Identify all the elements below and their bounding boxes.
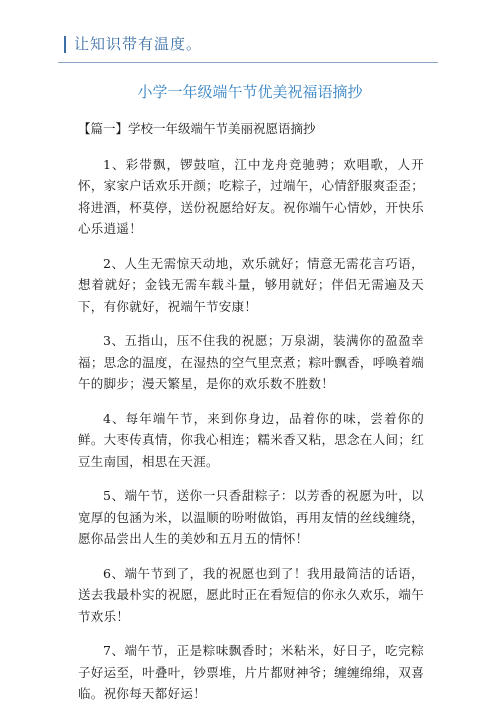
header-slogan: 让知识带有温度。 (74, 35, 203, 53)
document-title: 小学一年级端午节优美祝福语摘抄 (137, 83, 363, 101)
header-divider (58, 62, 438, 63)
paragraph-3: 3、五指山，压不住我的祝愿；万泉湖，装满你的盈盈幸福；思念的温度，在湿热的空气里烹煮；粽叶飘香，呼唤着端午的脚步；漫天繁星，是你的欢乐数不胜数！ (78, 333, 424, 391)
paragraph-7: 7、端午节，正是粽味飘香时；米粘米，好日子，吃完粽子好运至，叶叠叶，钞票堆，片片都财神爷；缠缠绵绵，双喜临。祝你每天都好运！ (78, 643, 424, 701)
header-accent-bar (64, 36, 66, 53)
page-header (58, 34, 438, 60)
paragraph-2: 2、人生无需惊天动地，欢乐就好；情意无需花言巧语，想着就好；金钱无需车载斗量，够用就好；伴侣无需遍及天下，有你就好，祝端午节安康！ (78, 255, 424, 314)
paragraph-4: 4、每年端午节，来到你身边，品着你的味，尝着你的鲜。大枣传真情，你我心相连；糯米香又粘，思念在人间；红豆生南国，相思在天涯。 (78, 410, 424, 469)
paragraph-5: 5、端午节，送你一只香甜粽子：以芳香的祝愿为叶，以宽厚的包涵为米，以温顺的吩咐做馅，再用友情的丝线缠绕，愿你品尝出人生的美妙和五月五的情怀！ (78, 488, 424, 546)
section-heading: 【篇一】学校一年级端午节美丽祝愿语摘抄 (78, 121, 316, 136)
document-body (78, 118, 424, 718)
paragraph-1: 1、彩带飘，锣鼓喧，江中龙舟竞驰骋；欢唱歌，人开怀，家家户话欢乐开颜；吃粽子，过端午，心情舒服爽歪歪；将进酒，杯莫停，送份祝愿给好友。祝你端午心情妙，开快乐心乐逍遥！ (78, 156, 424, 236)
paragraph-6: 6、端午节到了，我的祝愿也到了！我用最简洁的话语，送去我最朴实的祝愿，愿此时正在看短信的你永久欢乐，端午节欢乐！ (78, 565, 424, 624)
